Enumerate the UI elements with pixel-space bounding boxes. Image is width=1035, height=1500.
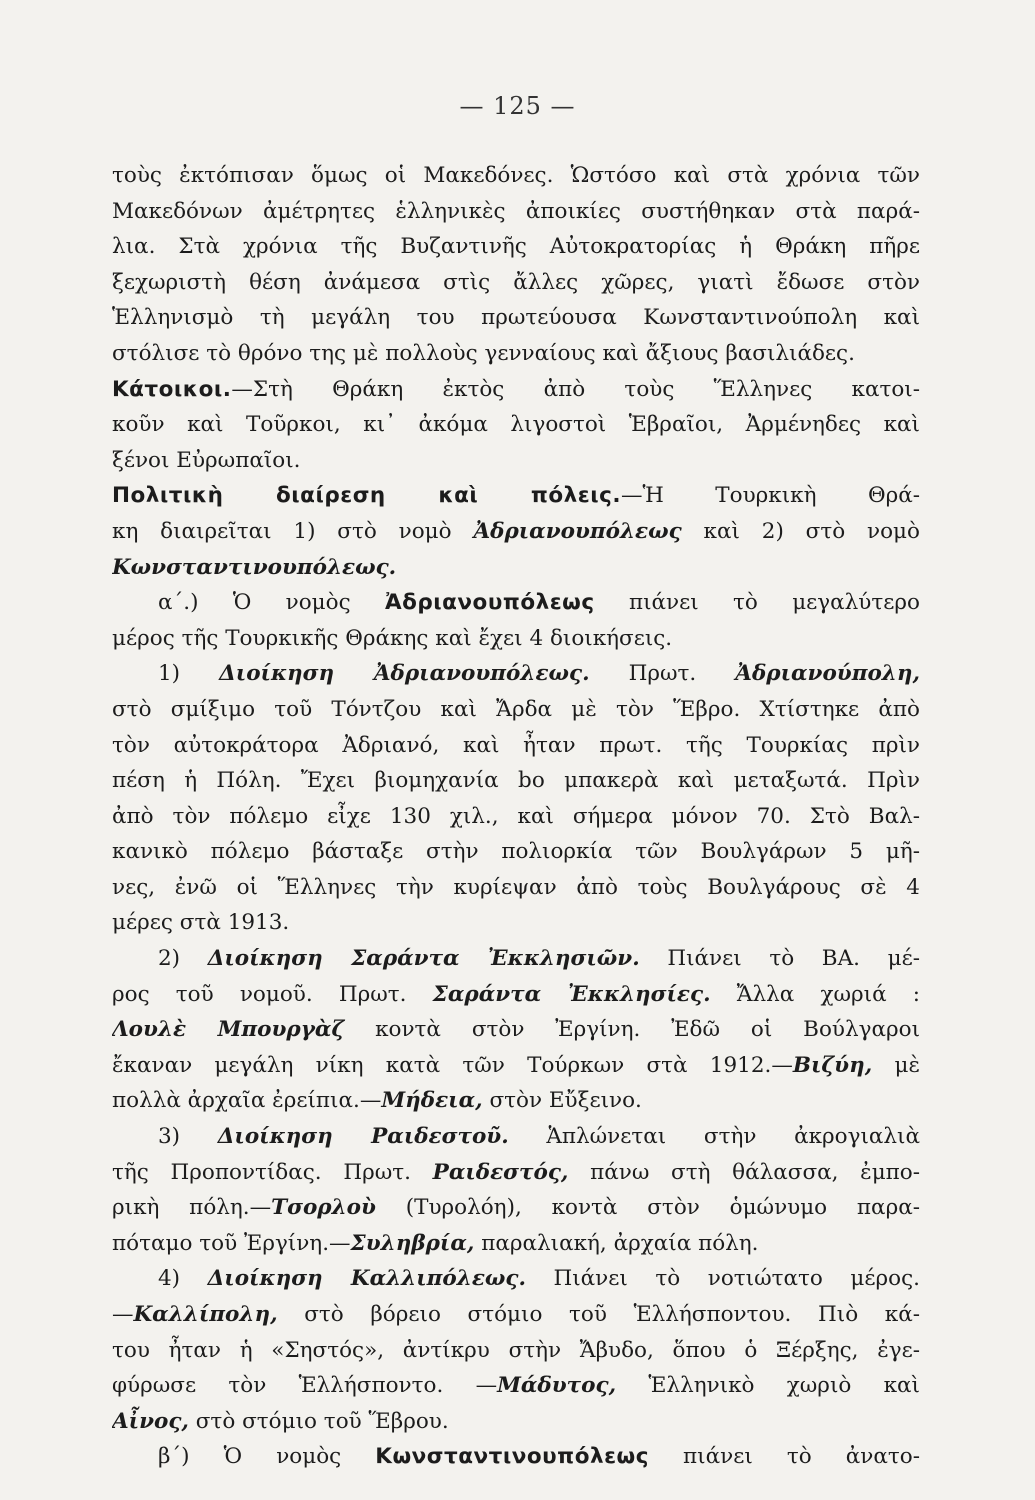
emphasized-term: Αἶνος, (112, 1408, 189, 1434)
text-line (112, 1439, 920, 1475)
text-run: του ἦταν ἡ «Σηστός», ἀντίκρυ στὴν Ἄβυδο, ὅπου ὁ Ξέρξης, ἐγε- (112, 1337, 920, 1363)
section-heading: Κωνσταντινουπόλεως (375, 1444, 649, 1470)
text-line (112, 443, 920, 479)
text-run: Ἄλλα χωριά : (710, 981, 920, 1007)
text-line (112, 799, 920, 835)
text-line (112, 905, 920, 941)
text-run: Πρωτ. (589, 661, 736, 687)
text-line (112, 870, 920, 906)
text-line (112, 977, 920, 1013)
text-run: Πιάνει τὸ ΒΑ. μέ- (639, 946, 920, 972)
text-line (112, 407, 920, 443)
text-run: ἔκαναν μεγάλη νίκη κατὰ τῶν Τούρκων στὰ 1912.— (112, 1052, 793, 1078)
emphasized-term: Ἀδριανουπόλεως (473, 518, 682, 544)
emphasized-term: Μάδυτος, (497, 1373, 617, 1399)
emphasized-term: Διοίκηση Ραιδεστοῦ. (217, 1124, 509, 1150)
text-run: νες, ἐνῶ οἱ Ἕλληνες τὴν κυρίεψαν ἀπὸ τοὺς Βουλγάρους σὲ 4 (112, 874, 920, 900)
text-line (112, 1404, 920, 1440)
emphasized-term: Συληβρία, (350, 1230, 475, 1256)
text-run: ρος τοῦ νομοῦ. Πρωτ. (112, 981, 433, 1007)
text-run: στὸν Εὔξεινο. (482, 1088, 642, 1114)
emphasized-term: Τσορλοὺ (271, 1195, 376, 1221)
text-line (112, 550, 920, 586)
text-run: τοὺς ἐκτόπισαν ὅμως οἱ Μακεδόνες. Ὡστόσο καὶ στὰ χρόνια τῶν (112, 163, 920, 188)
text-run: στὸ σμίξιμο τοῦ Τόντζου καὶ Ἄρδα μὲ τὸν Ἕβρο. Χτίστηκε ἀπὸ (112, 696, 920, 722)
text-run: κη διαιρεῖται 1) στὸ νομὸ (112, 518, 474, 544)
text-line (112, 514, 920, 550)
emphasized-term: Λουλὲ Μπουργὰζ (112, 1017, 345, 1043)
text-line (112, 656, 920, 692)
text-line (112, 158, 920, 194)
text-run: καὶ 2) στὸ νομὸ (681, 518, 920, 544)
text-line (112, 834, 920, 870)
text-line (112, 300, 920, 336)
text-line (112, 621, 920, 657)
text-line (112, 728, 920, 764)
text-run: Μακεδόνων ἀμέτρητες ἑλληνικὲς ἀποικίες συστήθηκαν στὰ παρά- (112, 198, 920, 224)
text-line (112, 194, 920, 230)
text-run: 2) (158, 946, 208, 972)
text-run: πάνω στὴ θάλασσα, ἐμπο- (568, 1159, 920, 1185)
text-line (112, 1368, 920, 1404)
text-run: κοντὰ στὸν Ἐργίνη. Ἐδῶ οἱ Βούλγαροι (344, 1017, 920, 1043)
text-line (112, 585, 920, 621)
text-run: παραλιακή, ἀρχαία πόλη. (474, 1230, 759, 1256)
text-line (112, 1226, 920, 1262)
text-line (112, 1119, 920, 1155)
emphasized-term: Μήδεια, (381, 1088, 483, 1114)
text-run: πόταμο τοῦ Ἐργίνη.— (112, 1230, 351, 1256)
text-run: τὸν αὐτοκράτορα Ἀδριανό, καὶ ἦταν πρωτ. τῆς Τουρκίας πρὶν (112, 732, 920, 758)
emphasized-term: Καλλίπολη, (133, 1302, 278, 1327)
text-line (112, 1012, 920, 1048)
text-run: — (112, 1302, 134, 1327)
text-run: μέρος τῆς Τουρκικῆς Θράκης καὶ ἔχει 4 διοικήσεις. (112, 625, 673, 651)
text-line (112, 478, 920, 514)
text-line (112, 1333, 920, 1369)
text-line (112, 763, 920, 799)
text-run: ρικὴ πόλη.— (112, 1195, 272, 1221)
text-run: Πιάνει τὸ νοτιώτατο μέρος. (525, 1266, 920, 1292)
text-run: Ἁπλώνεται στὴν ἀκρογιαλιὰ (508, 1124, 920, 1150)
section-heading: Ἀδριανουπόλεως (384, 590, 595, 616)
text-run: —Ἡ Τουρκικὴ Θρά- (621, 483, 920, 509)
text-run: στὸ βόρειο στόμιο τοῦ Ἑλλήσποντου. Πιὸ κά- (277, 1302, 920, 1327)
text-run: Ἑλληνικὸ χωριὸ καὶ (616, 1373, 920, 1399)
text-line (112, 1297, 920, 1333)
text-line (112, 1190, 920, 1226)
text-run: λια. Στὰ χρόνια τῆς Βυζαντινῆς Αὐτοκρατορίας ἡ Θράκη πῆρε (112, 234, 920, 260)
text-line (112, 372, 920, 408)
page-number: — 125 — (459, 92, 576, 120)
text-run: α΄.) Ὁ νομὸς (158, 590, 385, 616)
text-run: πιάνει τὸ μεγαλύτερο (594, 590, 920, 616)
text-run: 3) (158, 1124, 218, 1150)
text-run: Ἑλληνισμὸ τὴ μεγάλη του πρωτεύουσα Κωνσταντινούπολη καὶ (112, 305, 920, 331)
text-run: 1) (158, 661, 220, 687)
text-run: πέση ἡ Πόλη. Ἔχει βιομηχανία bo μπακερὰ καὶ μεταξωτά. Πρὶν (112, 768, 920, 794)
emphasized-term: Βιζύη, (792, 1052, 873, 1078)
text-run: μὲ (872, 1052, 920, 1078)
section-heading: Πολιτικὴ διαίρεση καὶ πόλεις. (112, 483, 622, 509)
text-run: μέρες στὰ 1913. (112, 910, 290, 936)
emphasized-term: Κωνσταντινουπόλεως. (112, 554, 397, 580)
text-run: —Στὴ Θράκη ἐκτὸς ἀπὸ τοὺς Ἕλληνες κατοι- (231, 376, 920, 402)
text-run: ξεχωριστὴ θέση ἀνάμεσα στὶς ἄλλες χῶρες, γιατὶ ἔδωσε στὸν (112, 269, 920, 295)
text-line (112, 692, 920, 728)
text-run: στόλισε τὸ θρόνο της μὲ πολλοὺς γενναίους καὶ ἄξιους βασιλιάδες. (112, 340, 855, 366)
text-line (112, 1261, 920, 1297)
text-run: φύρωσε τὸν Ἑλλήσποντο. — (112, 1373, 498, 1399)
text-run: κανικὸ πόλεμο βάσταξε στὴν πολιορκία τῶν Βουλγάρων 5 μῆ- (112, 839, 920, 865)
emphasized-term: Διοίκηση Καλλιπόλεως. (207, 1266, 526, 1292)
text-line (112, 229, 920, 265)
text-line (112, 941, 920, 977)
section-heading: Κάτοικοι. (112, 376, 232, 402)
body-text (112, 158, 920, 1475)
text-run: ἀπὸ τὸν πόλεμο εἶχε 130 χιλ., καὶ σήμερα μόνον 70. Στὸ Βαλ- (112, 803, 920, 829)
emphasized-term: Σαράντα Ἐκκλησίες. (432, 981, 711, 1007)
emphasized-term: Ραιδεστός, (432, 1159, 569, 1185)
emphasized-term: Διοίκηση Ἀδριανουπόλεως. (219, 661, 590, 687)
text-run: στὸ στόμιο τοῦ Ἕβρου. (188, 1408, 449, 1434)
emphasized-term: Ἀδριανούπολη, (735, 661, 920, 687)
text-run: ξένοι Εὐρωπαῖοι. (112, 447, 301, 473)
text-run: τῆς Προποντίδας. Πρωτ. (112, 1159, 433, 1185)
text-run: πολλὰ ἀρχαῖα ἐρείπια.— (112, 1088, 382, 1114)
text-run: β΄) Ὁ νομὸς (158, 1444, 376, 1470)
text-line (112, 1048, 920, 1084)
text-line (112, 1083, 920, 1119)
text-run: (Τυρολόη), κοντὰ στὸν ὁμώνυμο παρα- (375, 1195, 920, 1221)
text-line (112, 1155, 920, 1191)
text-line (112, 336, 920, 372)
emphasized-term: Διοίκηση Σαράντα Ἐκκλησιῶν. (207, 946, 640, 972)
text-line (112, 265, 920, 301)
text-run: κοῦν καὶ Τοῦρκοι, κι᾿ ἀκόμα λιγοστοὶ Ἑβραῖοι, Ἀρμένηδες καὶ (112, 412, 920, 438)
text-run: 4) (158, 1266, 208, 1292)
text-run: πιάνει τὸ ἀνατο- (648, 1444, 920, 1470)
